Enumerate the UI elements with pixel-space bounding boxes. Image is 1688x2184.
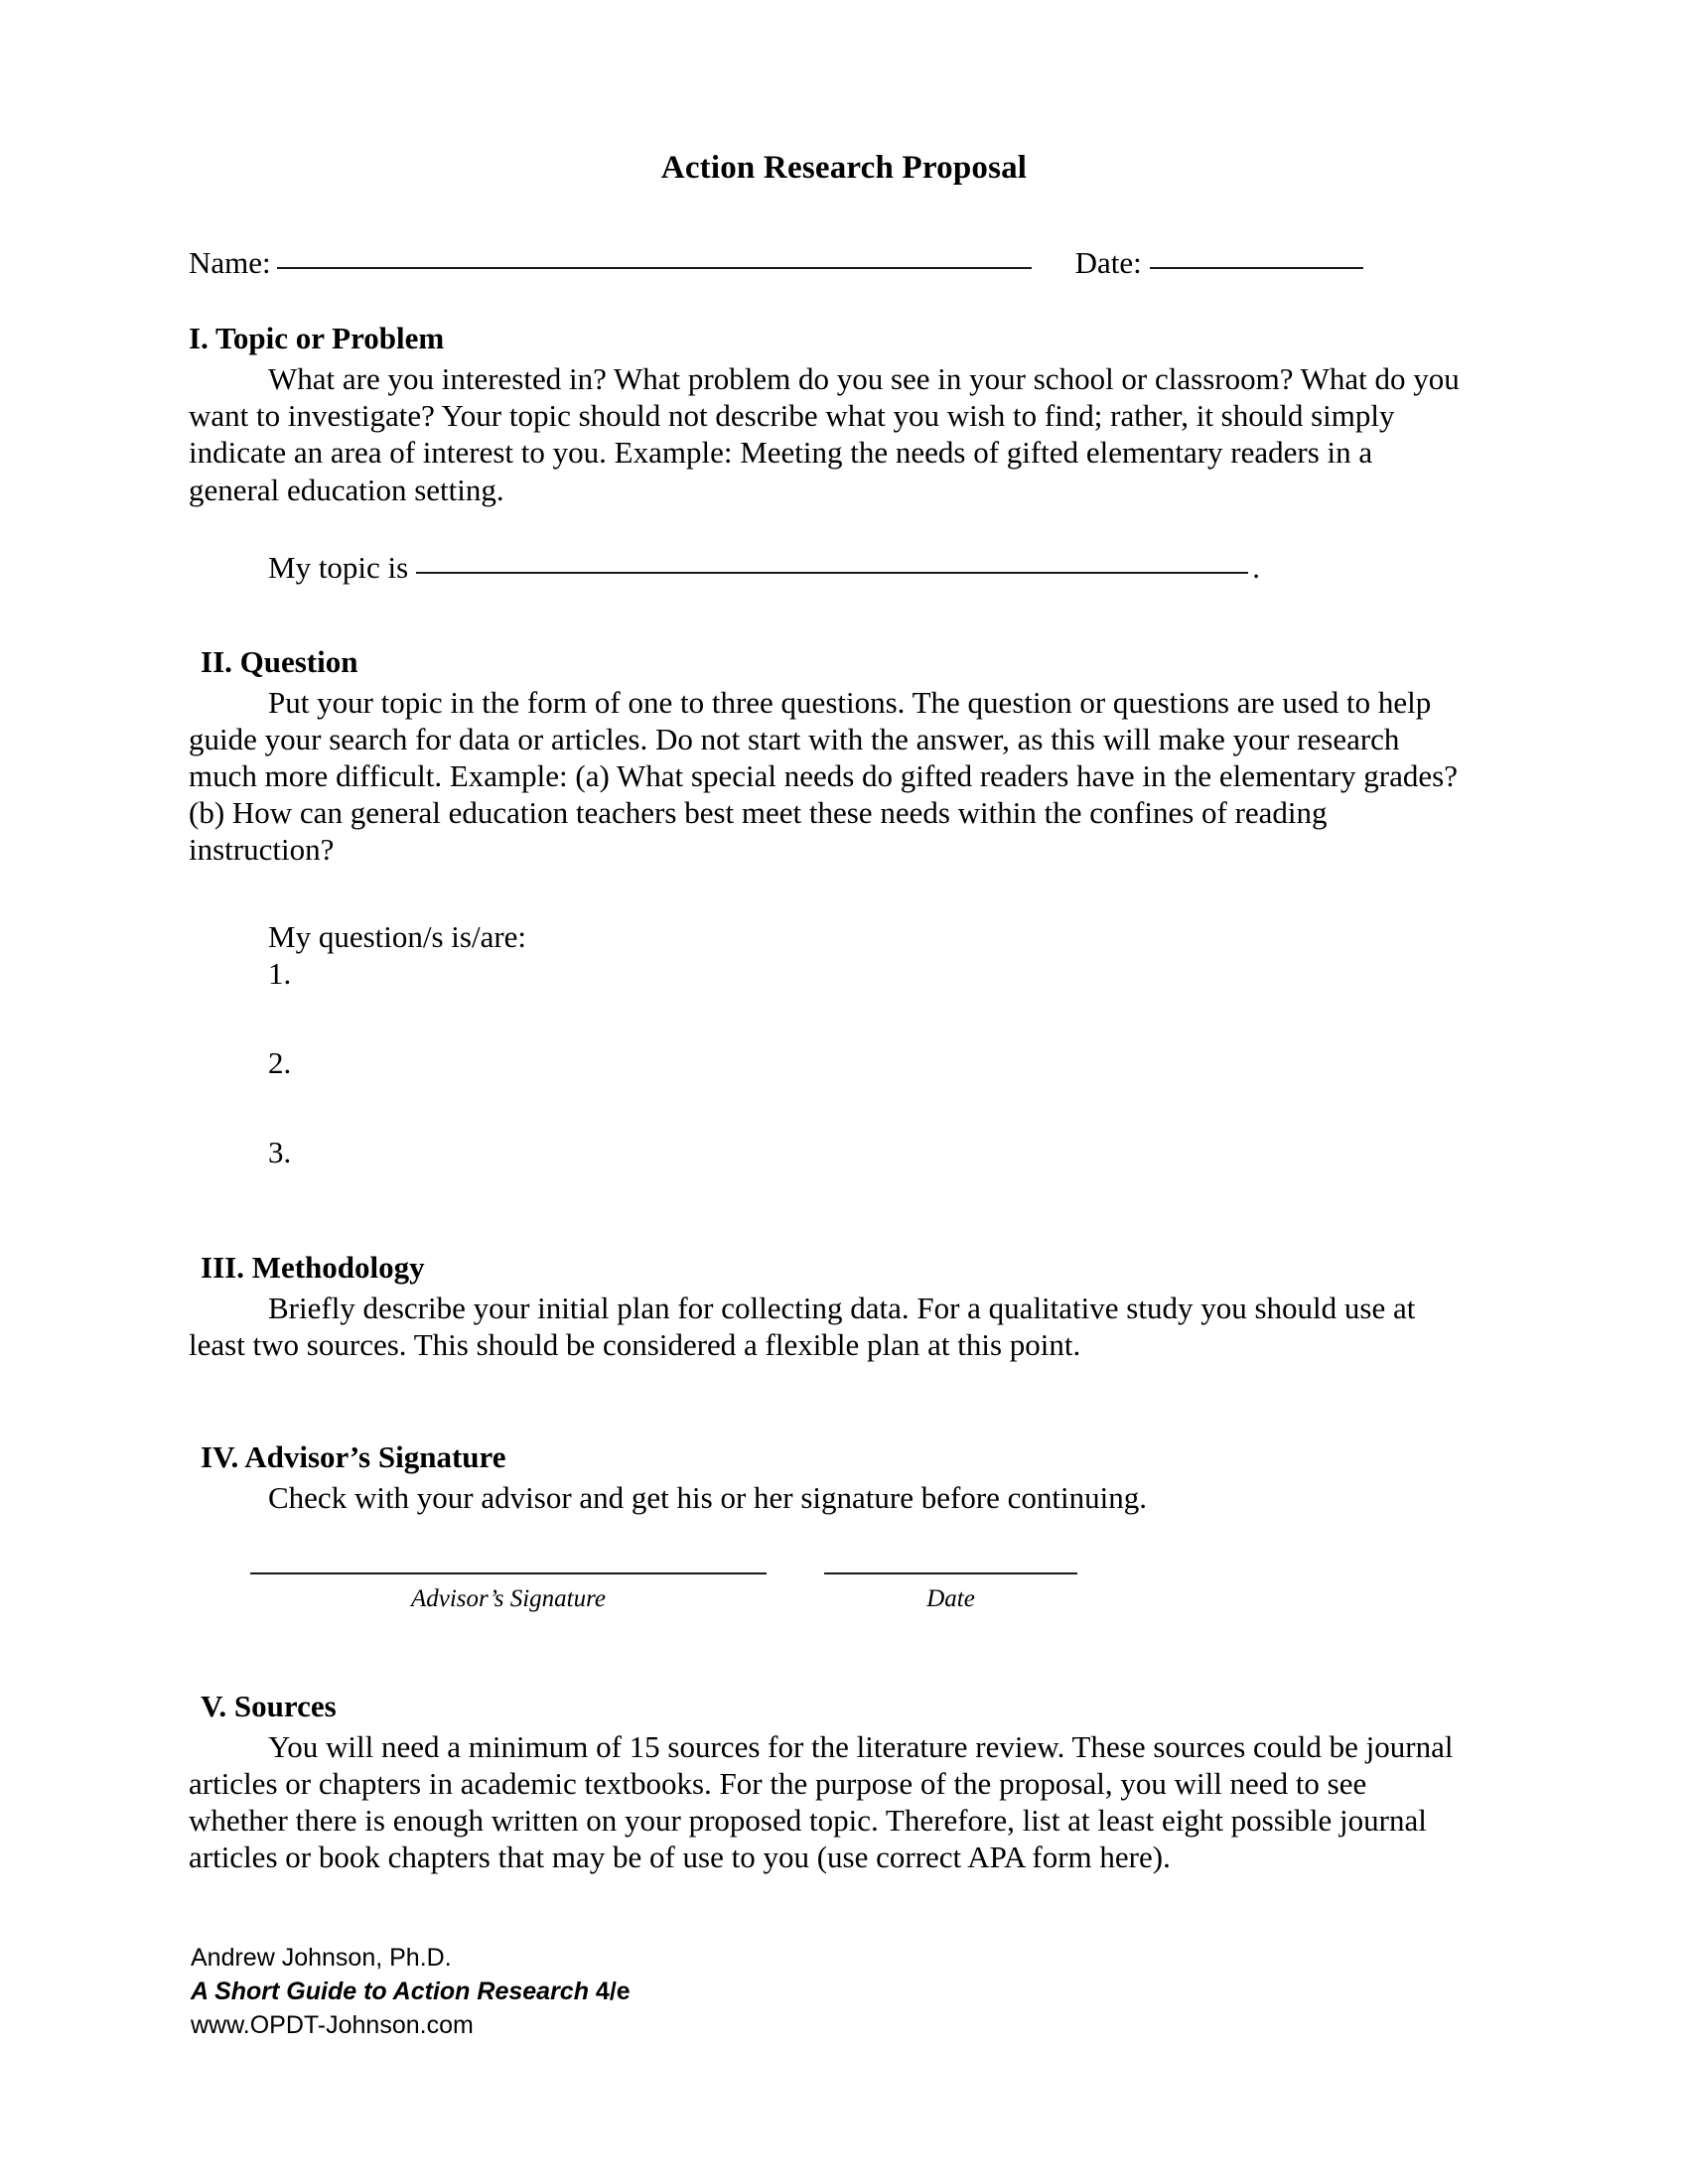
section-sources — [189, 1688, 1470, 1876]
name-label: Name: — [189, 244, 271, 280]
my-topic-label: My topic is — [268, 549, 409, 585]
my-topic-period: . — [1252, 549, 1260, 585]
my-topic-fill-line — [189, 550, 1470, 586]
signature-date-rule[interactable] — [824, 1571, 1077, 1574]
name-input-rule[interactable] — [277, 266, 1032, 269]
section-heading-3: III. Methodology — [201, 1249, 425, 1285]
name-date-row — [189, 244, 1470, 283]
section-topic-or-problem — [189, 320, 1470, 586]
page-title: Action Research Proposal — [660, 150, 1028, 186]
advisor-signature-field[interactable] — [250, 1571, 767, 1614]
section-body-2: Put your topic in the form of one to three questions. The question or questions are used to help guide your search for data or articles. Do not start with the answer, as this will make your research much more difficult. Example: (a) What special needs do gifted readers have in the elementary grades? (b) How can general education teachers best meet these needs within the confines of reading instruction? — [189, 684, 1458, 868]
section-question — [189, 643, 1470, 1171]
question-item-1[interactable]: 1. — [268, 956, 292, 992]
section-body-1: What are you interested in? What problem do you see in your school or classroom? What do you want to investigate? Your topic should not describe what you wish to find; rather, it should simply indicate an area of interest to you. Example: Meeting the needs of gifted elementary readers in a general education setting. — [189, 361, 1460, 507]
footer-website[interactable]: www.OPDT-Johnson.com — [191, 2011, 474, 2039]
section-heading-1: I. Topic or Problem — [189, 321, 445, 356]
signature-row — [189, 1571, 1470, 1614]
date-label: Date: — [1074, 244, 1142, 280]
signature-date-caption: Date — [926, 1584, 975, 1612]
footer-author: Andrew Johnson, Ph.D. — [191, 1944, 452, 1972]
question-item-3[interactable]: 3. — [268, 1134, 292, 1169]
my-topic-input-rule[interactable] — [416, 571, 1248, 574]
section-body-3: Briefly describe your initial plan for collecting data. For a qualitative study you should use at least two sources. This should be considered a flexible plan at this point. — [189, 1290, 1416, 1362]
date-input-rule[interactable] — [1150, 266, 1363, 269]
section-methodology — [189, 1249, 1470, 1363]
question-item-2[interactable]: 2. — [268, 1045, 292, 1081]
page-footer — [191, 1941, 631, 2042]
section-body-5: You will need a minimum of 15 sources for the literature review. These sources could be journal articles or chapters in academic textbooks. For the purpose of the proposal, you will need to see whether there is enough written on your proposed topic. Therefore, list at least eight possible journal articles or book chapters that may be of use to you (use correct APA form here). — [189, 1728, 1454, 1875]
section-heading-5: V. Sources — [201, 1688, 337, 1723]
footer-book-line — [191, 1975, 631, 2008]
signature-date-field[interactable] — [824, 1571, 1077, 1614]
my-questions-label: My question/s is/are: — [268, 918, 527, 954]
footer-edition: 4/e — [588, 1978, 631, 2005]
section-heading-4: IV. Advisor’s Signature — [201, 1438, 506, 1474]
advisor-signature-caption: Advisor’s Signature — [410, 1584, 607, 1612]
section-heading-2: II. Question — [201, 643, 358, 679]
section-body-4: Check with your advisor and get his or her signature before continuing. — [268, 1479, 1147, 1515]
section-advisor-signature — [189, 1438, 1470, 1614]
footer-book-title: A Short Guide to Action Research — [191, 1978, 589, 2005]
advisor-signature-rule[interactable] — [250, 1571, 767, 1574]
page-content — [189, 149, 1470, 1875]
